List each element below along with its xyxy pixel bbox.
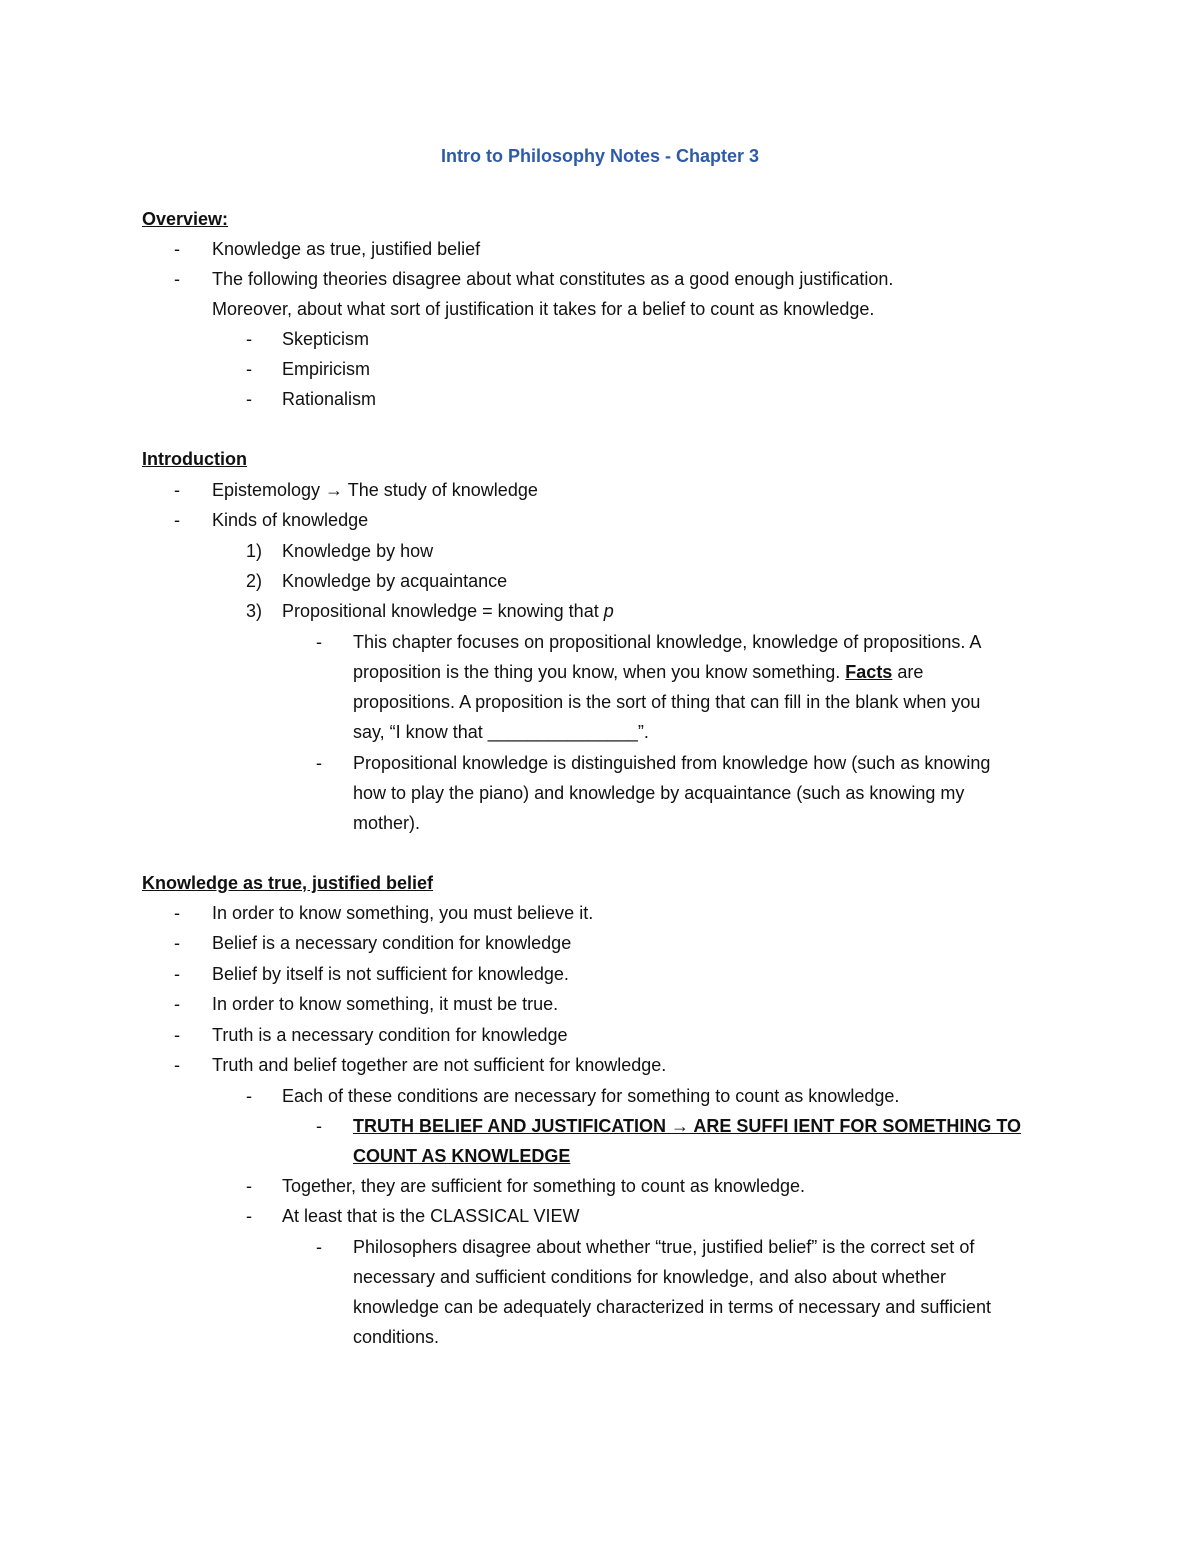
note-2-line-1: Propositional knowledge is distinguished from knowledge how (such as knowing (353, 753, 991, 773)
ktjb-item-5: Truth is a necessary condition for knowledge (212, 1025, 568, 1045)
list-bullet: - (246, 329, 252, 349)
ktjb-item-4: In order to know something, it must be true. (212, 994, 559, 1014)
ktjb-sub-3: At least that is the CLASSICAL VIEW (282, 1206, 580, 1226)
list-number: 3) (246, 601, 263, 621)
list-bullet: - (174, 964, 180, 984)
list-bullet: - (316, 632, 322, 652)
facts-term: Facts (845, 662, 893, 682)
overview-item-2-cont: Moreover, about what sort of justification it takes for a belief to count as knowledge. (212, 299, 875, 319)
theory-empiricism: Empiricism (282, 359, 370, 379)
list-bullet: - (246, 1206, 252, 1226)
ktjb-sub-2: Together, they are sufficient for something to count as knowledge. (282, 1176, 805, 1196)
intro-item-epistemology: Epistemology → The study of knowledge (212, 480, 538, 500)
note-2-line-3: mother). (353, 813, 421, 833)
introduction-heading: Introduction (142, 449, 247, 469)
document-title: Intro to Philosophy Notes - Chapter 3 (440, 146, 759, 166)
ktjb-item-6: Truth and belief together are not sufficient for knowledge. (212, 1055, 667, 1075)
kind-by-acquaintance: Knowledge by acquaintance (282, 571, 508, 591)
list-bullet: - (316, 753, 322, 773)
note-2-line-2: how to play the piano) and knowledge by acquaintance (such as knowing my (353, 783, 965, 803)
philosophers-line-1: Philosophers disagree about whether “true, justified belief” is the correct set of (353, 1237, 975, 1257)
theory-skepticism: Skepticism (282, 329, 370, 349)
ktjb-item-2: Belief is a necessary condition for knowledge (212, 933, 572, 953)
list-bullet: - (174, 1055, 180, 1075)
intro-item-kinds: Kinds of knowledge (212, 510, 369, 530)
list-bullet: - (246, 1176, 252, 1196)
note-1-line-3: propositions. A proposition is the sort of thing that can fill in the blank when you (353, 692, 981, 712)
list-bullet: - (246, 1086, 252, 1106)
ktjb-sub-1: Each of these conditions are necessary for something to count as knowledge. (282, 1086, 900, 1106)
list-bullet: - (174, 480, 180, 500)
list-bullet: - (174, 510, 180, 530)
ktjb-item-3: Belief by itself is not sufficient for knowledge. (212, 964, 569, 984)
note-1-line-4: say, “I know that _______________”. (353, 722, 649, 742)
ktjb-item-1: In order to know something, you must believe it. (212, 903, 594, 923)
list-bullet: - (174, 933, 180, 953)
theory-rationalism: Rationalism (282, 389, 377, 409)
kind-propositional-text: Propositional knowledge = knowing that (282, 601, 604, 621)
note-1-line-2b: are (892, 662, 924, 682)
list-bullet: - (174, 239, 180, 259)
emphasis-line-1: TRUTH BELIEF AND JUSTIFICATION → ARE SUFFI IENT FOR SOMETHING TO (353, 1116, 1021, 1136)
list-bullet: - (316, 1116, 322, 1136)
list-bullet: - (174, 269, 180, 289)
variable-p: p (603, 601, 614, 621)
note-1-line-1: This chapter focuses on propositional knowledge, knowledge of propositions. A (353, 632, 982, 652)
emphasis-line-2: COUNT AS KNOWLEDGE (353, 1146, 571, 1166)
note-1-line-2a: proposition is the thing you know, when you know something. (353, 662, 846, 682)
note-1-line-2 (353, 659, 923, 685)
philosophers-line-4: conditions. (353, 1327, 440, 1347)
overview-heading: Overview: (142, 209, 229, 229)
overview-item-1: Knowledge as true, justified belief (212, 239, 481, 259)
philosophers-line-2: necessary and sufficient conditions for knowledge, and also about whether (353, 1267, 947, 1287)
philosophers-line-3: knowledge can be adequately characterized in terms of necessary and sufficient (353, 1297, 992, 1317)
ktjb-heading: Knowledge as true, justified belief (142, 873, 434, 893)
list-bullet: - (174, 903, 180, 923)
overview-item-2: The following theories disagree about what constitutes as a good enough justification. (212, 269, 894, 289)
list-bullet: - (174, 1025, 180, 1045)
list-number: 2) (246, 571, 263, 591)
list-number: 1) (246, 541, 263, 561)
kind-by-how: Knowledge by how (282, 541, 434, 561)
kind-propositional (282, 598, 614, 624)
list-bullet: - (246, 389, 252, 409)
list-bullet: - (174, 994, 180, 1014)
list-bullet: - (246, 359, 252, 379)
list-bullet: - (316, 1237, 322, 1257)
